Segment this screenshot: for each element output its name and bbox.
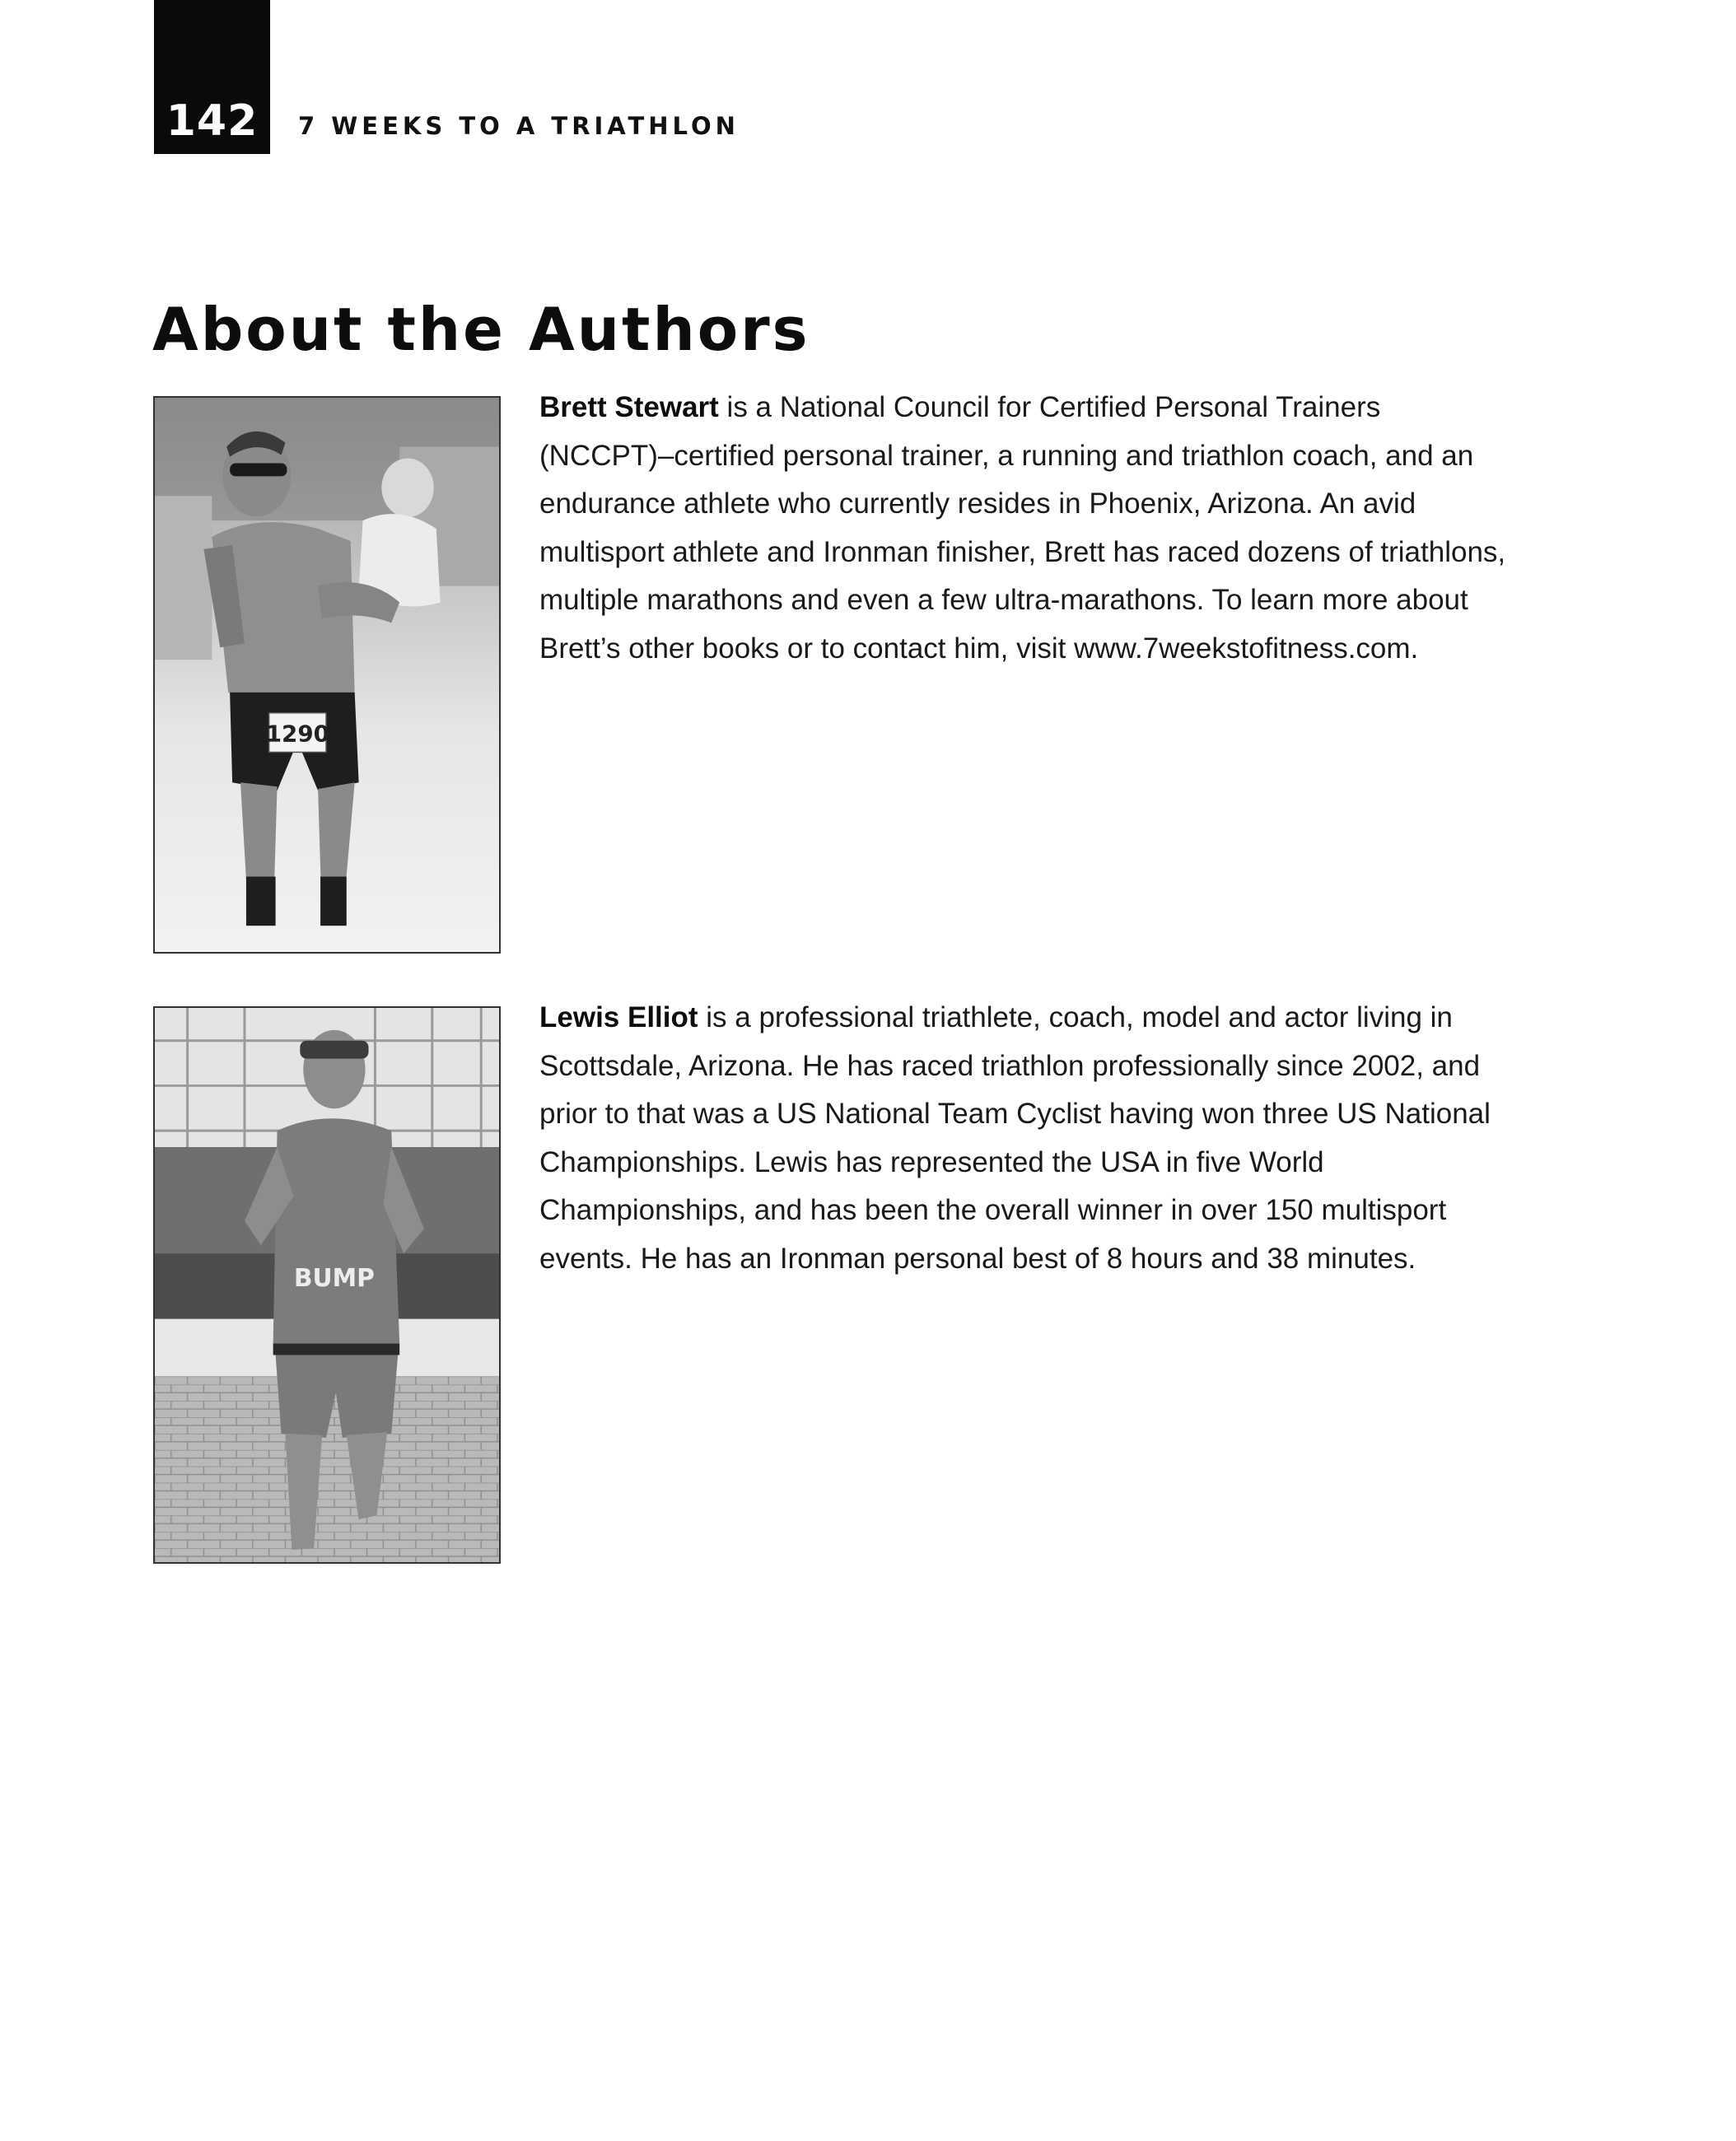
author-bio-text: is a professional triathlete, coach, model and actor living in Scottsdale, Arizona. He has raced triathlon professionally since 2002, and prior to that was a US National Team Cyclist having won three US National Championships. Lewis has represented the USA in five World Championships, and has been the overall winner in over 150 multisport events. He has an Ironman personal best of 8 hours and 38 minutes. (539, 1001, 1491, 1275)
author-name: Brett Stewart (539, 391, 719, 423)
author-bio-lewis-elliot (539, 994, 1511, 1284)
author-name: Lewis Elliot (539, 1001, 698, 1033)
author-bio-text: is a National Council for Certified Personal Trainers (NCCPT)–certified personal trainer, a running and triathlon coach, and an endurance athlete who currently resides in Phoenix, Arizona. An avid multisport athlete and Ironman finisher, Brett has raced dozens of triathlons, multiple marathons and even a few ultra-marathons. To learn more about Brett’s other books or to contact him, visit www.7weekstofitness.com. (539, 391, 1506, 665)
section-title: About the Authors (152, 295, 810, 364)
race-bib-number: 1290 (265, 720, 329, 748)
jersey-text: BUMP (293, 1263, 375, 1294)
author-photo-lewis-elliot (153, 1006, 501, 1564)
author-photo-brett-stewart (153, 396, 501, 954)
author-bio-brett-stewart (539, 384, 1511, 674)
page-number: 142 (154, 0, 270, 154)
running-head: 7 WEEKS TO A TRIATHLON (298, 112, 740, 140)
